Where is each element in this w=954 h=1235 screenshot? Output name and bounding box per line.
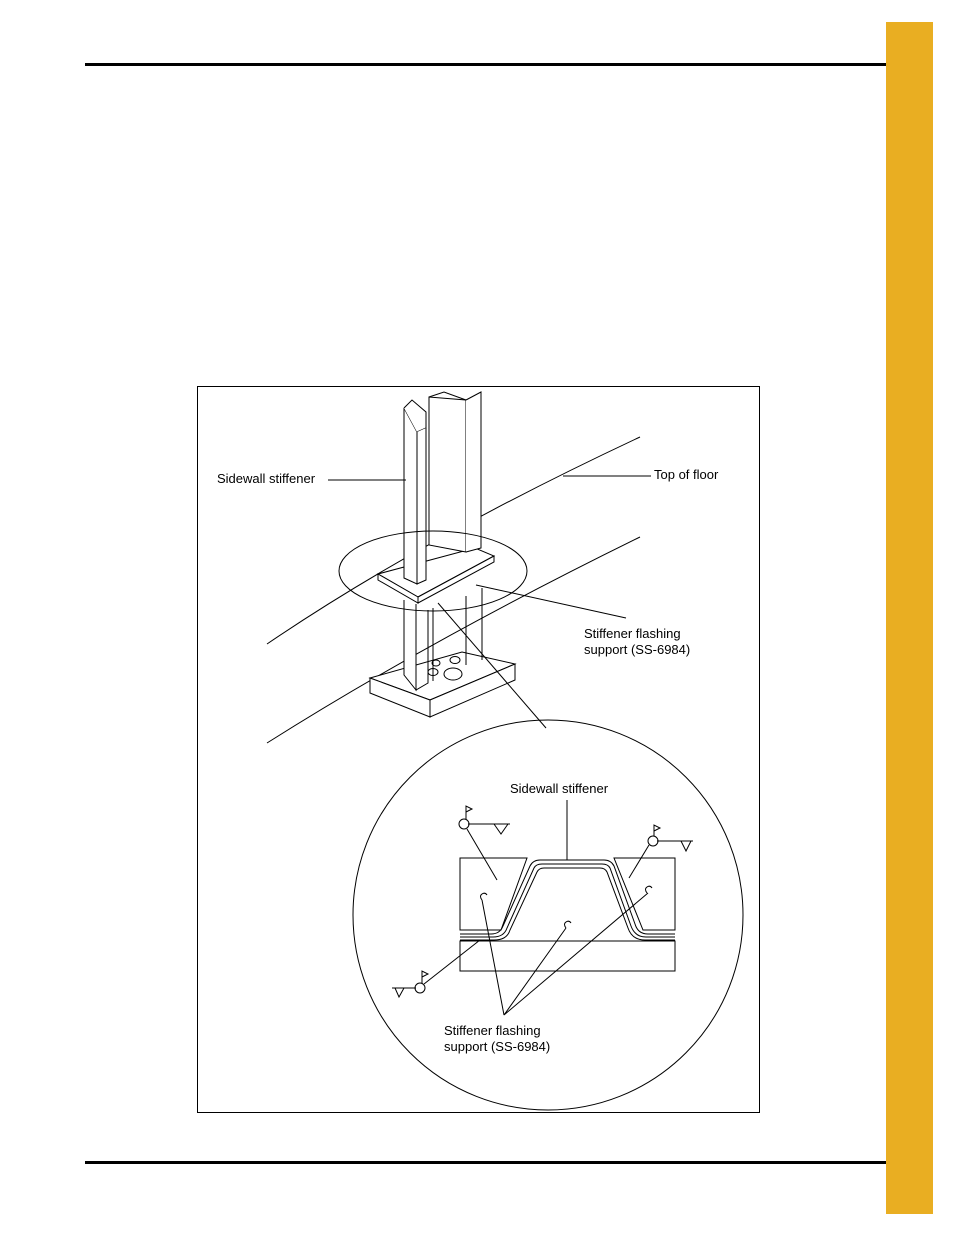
weld-symbol-bottom-left [392,940,480,997]
label-sidewall-stiffener: Sidewall stiffener [217,471,316,486]
weld-symbol-top-right [629,825,693,878]
label-flashing-line1: Stiffener flashing [584,626,681,641]
label-detail-flashing-line2: support (SS-6984) [444,1039,551,1054]
leader-detail-flashing [482,893,648,1015]
label-top-of-floor: Top of floor [654,467,719,482]
label-detail-flashing-line1: Stiffener flashing [444,1023,541,1038]
label-flashing-support [584,626,690,658]
label-detail-flashing-support [444,1023,550,1055]
label-detail-sidewall-stiffener: Sidewall stiffener [510,781,609,796]
label-flashing-line2: support (SS-6984) [584,642,691,657]
weld-symbol-top-left [459,806,510,880]
base-plate [370,652,515,717]
leader-flashing [476,585,626,618]
flashing-plate [378,548,494,603]
